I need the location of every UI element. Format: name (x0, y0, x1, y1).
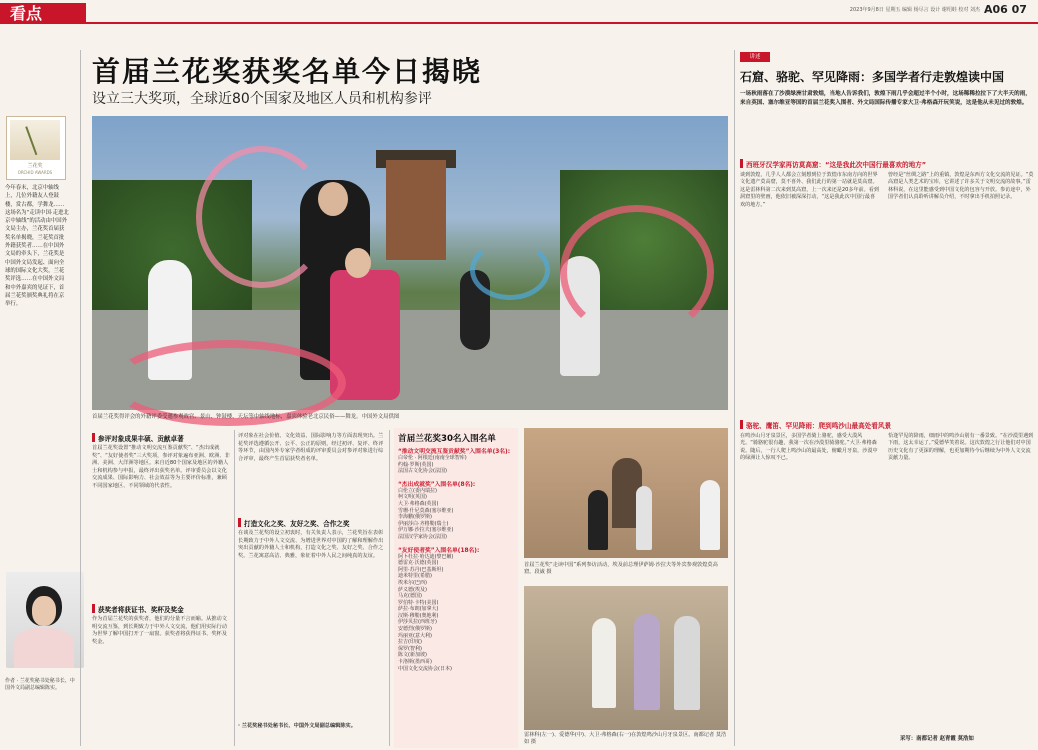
right-article-text-2: 曾经是“丝绸之路”上的重镇，敦煌是东西方文化交流的见证。“莫高窟是人类艺术的宝库，它讲述了许多关于文明交流的故事。”雷林科说，在这里能感受到中国文化的包容与开放。参访途中，外国学者们认真聆听讲解员介绍，不时拿出手机拍照记录。 (888, 172, 1034, 201)
award-item: 马克(德国) (398, 593, 422, 600)
visitor-figure (588, 490, 608, 550)
ribbon-blue (470, 240, 550, 300)
award-item: 约翰·罗斯(英国) (398, 461, 434, 468)
award-item: 德雷克·沃德(英国) (398, 560, 439, 567)
column-divider (80, 50, 81, 746)
award-item: 安德烈(俄罗斯) (398, 626, 432, 633)
award-item: 阿卜杜拉·哈达迪(黎巴嫩) (398, 553, 454, 560)
award-item: 汉斯·穆勒(奥地利) (398, 612, 439, 619)
section-heading-2: 获奖者将获证书、奖杯及奖金 (98, 606, 184, 614)
article-text-b: 评对象在社会价值、文化效益、国际影响力等方面表现突出。兰花奖评选遵循公开、公平、公正的原则，经过初评、复评、终评等环节，由国内外专家学者组成的评审委员会对参评对象进行综合评审，最终产生首届获奖者名单。 (238, 433, 384, 462)
column-divider (234, 430, 235, 746)
ribbon-pink-high (196, 146, 328, 288)
visitor-figure (636, 486, 652, 550)
section-marker (740, 159, 743, 168)
article-text-a: 首届兰花奖设置“推动文明交流互鉴贡献奖”、“杰出成就奖”、“友好使者奖”三大奖项，参评对象遍布亚洲、欧洲、非洲、美洲、大洋洲等地区。来自近80个国家及地区的外籍人士和机构参与申报，最终评出获奖名单。评审委员会以文化交流成果、国际影响力、社会效益等为主要评价标准，兼顾不同国家地区、不同领域的代表性。 (92, 445, 230, 489)
award-item: 雪珊·什尼莫森(塞尔维亚) (398, 507, 454, 514)
right-article-headline: 石窟、骆驼、罕见降雨：多国学者行走敦煌读中国 (740, 70, 1005, 84)
column-divider (734, 50, 735, 746)
left-column-text: 今年春末，北京中轴线上，几位外籍友人登鼓楼，赏古都，学舞龙……这场名为“走读中国·走进北京中轴线”的活动由中国外文局主办，兰花奖首届获奖名单揭晓，兰花奖首批外籍获奖者……在中国外文局的牵头下，兰花奖是中国外文局发起、面向全球的国际文化大奖，兰花奖评选……在中国外文局和中外嘉宾的见证下，首届兰花奖颁奖典礼将在京举行。 (5, 185, 69, 308)
award-item: 保罗(智利) (398, 645, 422, 652)
article-kicker: 讲述 (740, 52, 770, 62)
award-item: 萨拉·布朗(加拿大) (398, 606, 439, 613)
right-article-text-3: 在鸣沙山月牙泉景区，多国学者骑上骆驼，感受大漠风光。“骑骆驼很有趣，我第一次在沙漠里骑骆驼。”大卫·弗格森说。随后，一行人爬上鸣沙山的最高处，俯瞰月牙泉，沙漠中的绿洲让人惊叹不已。 (740, 433, 878, 462)
award-group-heading: “杰出成就奖”入围名单(8名): (398, 481, 476, 488)
main-headline: 首届兰花奖获奖名单今日揭晓 (92, 55, 483, 88)
award-item: 伊莎贝拉(西班牙) (398, 619, 437, 626)
award-item: 白伦立(委内瑞拉) (398, 487, 437, 494)
mogao-photo-caption: 首届兰花奖“走读中国”系列参访活动，埃及前总理伊萨姆·沙拉夫等外宾参观敦煌莫高窟。段崴 摄 (524, 562, 718, 575)
award-item: 玛丽亚(意大利) (398, 632, 432, 639)
article-text-b2: 在谈及兰花奖的设立初衷时，有关负责人表示，兰花奖旨在表彰长期致力于中外人文交流、为增进世界对中国的了解和理解作出突出贡献的外籍人士和机构，打造文化之奖、友好之奖、合作之奖。兰花寓意高洁、典雅，象征着中外人民之间纯真的友谊。 (238, 530, 384, 559)
award-item: 罗伯特·卡特(美国) (398, 599, 439, 606)
section-heading-1: 参评对象成果丰硕、贡献卓著 (98, 435, 184, 443)
right-article-text-4: 恰逢罕见的降雨，细雨中的鸣沙山别有一番景致。“在沙漠里遇到下雨，这太幸运了。”爱德华笑着说。这次敦煌之行让他们对中国历史文化有了更深的理解，也更加期待今后继续为中外人文交流贡献力量。 (888, 433, 1034, 462)
right-article-lead: 一场秋雨落在了沙漠绿洲甘肃敦煌，当地人告诉我们，敦煌下雨几乎会超过半个小时，这场稀稀拉拉下了大半天的雨，来自英国、塞尔维亚等国的首届兰花奖入围者、外文局国际传播专家大卫·弗格森开玩笑说，这是他从未见过的敦煌。 (740, 91, 1031, 106)
logo-text-cn: 兰花奖 (27, 163, 43, 169)
section-heading-3: 打造文化之奖、友好之奖、合作之奖 (244, 520, 350, 528)
logo-text-en: ORCHID AWARDS (17, 170, 53, 175)
visitor-figure (634, 614, 660, 710)
main-photo-caption: 首届兰花奖得评会的外籍评委受邀参观故宫、景山、钟鼓楼、天坛等中轴线地标，嘉宾体验老北京民俗——舞龙。中国外文局供图 (92, 414, 400, 420)
award-item: 阿里·苏丹(巴基斯坦) (398, 566, 444, 573)
award-item: 萨义德(埃及) (398, 586, 427, 593)
dancer-pink-face (345, 248, 371, 278)
dateline: 2023年9月8日 星期五 编辑 杨尽言 设计 谢绍蛙 校对 刘杰 (849, 7, 980, 13)
section-tag: 看点 (0, 3, 86, 24)
award-item: 迪米特里(希腊) (398, 573, 432, 580)
award-item: 伊万娜·沙拉夫(塞尔维亚) (398, 527, 454, 534)
reporter-face (32, 596, 56, 626)
award-group-heading: “推动文明交流互鉴贡献奖”入围名单(3名): (398, 449, 511, 455)
award-item: 埃米尔(巴西) (398, 579, 427, 586)
article-text-a2: 作为首届兰花奖的获奖者，他们的分量不言而喻。从推动文明交流互鉴，到长期致力于中外人文交流，他们用实际行动为世界了解中国打开了一扇窗。获奖者将获得证书、奖杯及奖金。 (92, 616, 227, 645)
award-item: 中国文化交流协会(日本) (398, 665, 452, 672)
right-section-heading-1: 西班牙汉学家再访莫高窟：“这是我此次中国行最喜欢的地方” (746, 161, 927, 169)
right-section-heading-2: 骆驼、鹰笛、罕见降雨：爬到鸣沙山最高处看风景 (746, 422, 892, 430)
award-list (398, 446, 516, 672)
visitor-figure (674, 616, 700, 710)
desert-photo-caption: 雷林科(左一)、爱德华(中)、大卫·弗格森(右一)在敦煌鸣沙山月牙泉景区。南都记者 莫浩如 摄 (524, 732, 727, 745)
award-item: 法国古文化协会(法国) (398, 468, 447, 475)
article-footnote: · 兰花奖秘书处秘书长、中国外文局副总编辑陈实。 (238, 723, 356, 729)
drum-tower (386, 160, 446, 260)
byline: 采写：南都记者 赵青霞 莫浩如 (900, 736, 974, 742)
award-item: 法国汉学家协会(法国) (398, 533, 447, 540)
section-marker (92, 433, 95, 442)
visitor-figure (592, 618, 616, 708)
column-divider (389, 430, 390, 746)
header-rule (86, 22, 1038, 24)
reporter-body (14, 628, 74, 668)
award-item: 卡洛斯(墨西哥) (398, 659, 432, 666)
award-list-title: 首届兰花奖30名入围名单 (398, 434, 496, 444)
award-item: 拉吉(印度) (398, 639, 422, 646)
section-marker (238, 518, 241, 527)
ribbon-pink-right (560, 205, 714, 339)
section-marker (740, 420, 743, 429)
award-item: 李海鹏(俄罗斯) (398, 514, 432, 521)
award-group-heading: “友好使者奖”入围名单(18名): (398, 547, 480, 554)
award-item: 白帝伦 · 阿根廷(南南全球智库) (398, 455, 467, 461)
right-article-text-1: 谈到敦煌，几乎人人都会立刻想到位于敦煌市东南方向的世界文化遗产莫高窟，莫不喜外、我们此行的第一站就是莫高窟。这是雷林科第二次来到莫高窟，上一次来还是20多年前。看到洞窟里的壁画，他依旧被深深打动，“这是我此次中国行最喜欢的地方。” (740, 172, 879, 208)
award-item: 陈文(新加坡) (398, 652, 427, 659)
page-number: A06 07 (984, 3, 1027, 16)
reporter-caption: 作者 · 兰花奖秘书处秘书长、中国外文局副总编辑陈实。 (5, 678, 75, 691)
section-marker (92, 604, 95, 613)
visitor-figure (700, 480, 720, 550)
award-item: 大卫·弗格森(英国) (398, 500, 439, 507)
award-item: 伊丽莎白·齐格勒(瑞士) (398, 520, 449, 527)
main-subhead: 设立三大奖项，全球近80个国家及地区人员和机构参评 (92, 91, 432, 107)
award-item: 柯文明(英国) (398, 494, 427, 501)
